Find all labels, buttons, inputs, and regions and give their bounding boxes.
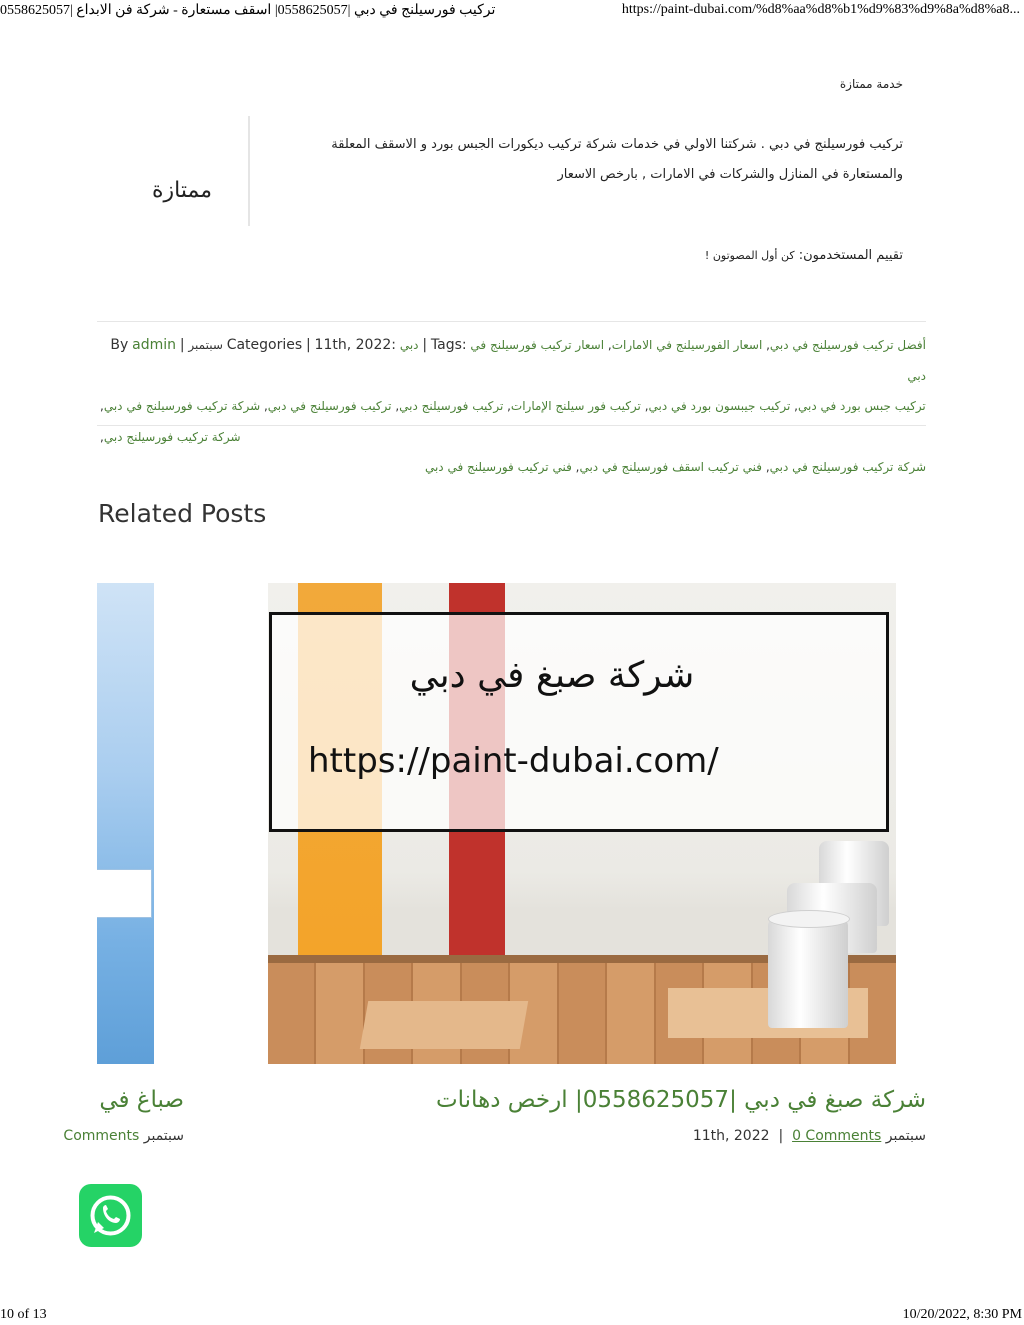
- service-description-line-1: تركيب فورسيلنج في دبي . شركتنا الاولي في خدمات شركة تركيب ديكورات الجبس بورد و الاسقف المعلقة: [331, 137, 903, 152]
- tag-link[interactable]: تركيب فورسيلنج في دبي: [267, 399, 392, 413]
- meta-separator: |: [306, 337, 311, 353]
- related-post-title-partial[interactable]: صباغ في: [99, 1087, 184, 1113]
- meta-separator: |: [422, 337, 428, 353]
- meta-separator: |: [778, 1128, 784, 1144]
- service-description: [283, 130, 903, 190]
- post-date: 11th, 2022: [692, 1128, 770, 1144]
- comments-link[interactable]: Comments: [63, 1128, 140, 1144]
- print-page-number: 10 of 13: [0, 1307, 47, 1322]
- image-overlay-tab: [97, 869, 152, 918]
- banner-arabic-text: شركة صبغ في دبي: [409, 655, 695, 696]
- quote-word: ممتازة: [152, 178, 212, 203]
- print-page-title: تركيب فورسيلنج في دبي |0558625057| اسقف مستعارة - شركة فن الابداع |0558625057: [0, 3, 496, 18]
- tag-link[interactable]: تركيب فور سيلنج الإمارات: [510, 399, 641, 413]
- date-day-year: 11th, 2022:: [314, 337, 396, 353]
- tag-link[interactable]: تركيب جيبسون بورد في دبي: [648, 399, 791, 413]
- related-post-title[interactable]: شركة صبغ في دبي |0558625057| ارخص دهانات: [436, 1087, 926, 1113]
- user-rating: [705, 248, 903, 263]
- tag-link[interactable]: تركيب جبس بورد في دبي: [798, 399, 926, 413]
- meta-divider-bottom: [97, 425, 926, 426]
- related-post-meta: [693, 1128, 926, 1144]
- post-month: سبتمبر: [885, 1128, 926, 1144]
- tag-link[interactable]: شركة تركيب فورسيلنج في دبي: [103, 399, 261, 413]
- tag-link[interactable]: أفضل تركيب فورسيلنج في دبي: [769, 338, 926, 352]
- print-timestamp: 10/20/2022, 8:30 PM: [902, 1307, 1022, 1322]
- related-post-image[interactable]: [268, 583, 896, 1064]
- whatsapp-button[interactable]: [79, 1184, 142, 1247]
- tag-link[interactable]: شركة تركيب فورسيلنج في دبي: [769, 460, 926, 474]
- tag-link[interactable]: تركيب فورسيلنج دبي: [399, 399, 504, 413]
- service-title: خدمة ممتازة: [839, 77, 903, 91]
- whatsapp-icon: [79, 1184, 142, 1247]
- date-month: سبتمبر: [188, 338, 223, 352]
- print-page-url: https://paint-dubai.com/%d8%aa%d8%b1%d9%83%d9%8a%d8%a8...: [621, 2, 1020, 17]
- tag-link[interactable]: فني تركيب اسقف فورسيلنج في دبي: [579, 460, 763, 474]
- by-label: By: [110, 337, 129, 353]
- related-post-image-partial[interactable]: [97, 583, 154, 1064]
- tag-link[interactable]: شركة تركيب فورسيلنج دبي: [103, 429, 241, 444]
- related-posts-heading: Related Posts: [98, 499, 267, 528]
- quote-divider: [248, 116, 250, 226]
- related-post-meta-partial: [63, 1128, 184, 1144]
- rating-label: تقييم المستخدمون:: [798, 248, 903, 263]
- floor-paper: [360, 1001, 528, 1049]
- author-link[interactable]: admin: [132, 337, 177, 353]
- paint-can-icon: [768, 918, 848, 1028]
- comments-link[interactable]: 0 Comments: [792, 1128, 882, 1144]
- tag-link[interactable]: اسعار الفورسيلنج في الامارات: [611, 338, 763, 352]
- banner-url-text: https://paint-dubai.com/: [308, 741, 719, 781]
- tag-link[interactable]: فني تركيب فورسيلنج في دبي: [424, 460, 572, 474]
- categories-label: Categories: [226, 337, 303, 353]
- category-link[interactable]: دبي: [399, 338, 419, 352]
- service-description-line-2: والمستعارة في المنازل والشركات في الامارات , بارخص الاسعار: [557, 167, 903, 182]
- post-meta: By admin | سبتمبر Categories | 11th, 2022: دبي | Tags: أفضل تركيب فورسيلنج في دبي, اسعار الفورسيلنج في الامارات, اسعار تركيب فورسيلنج في دبي تركيب جبس بورد في دبي, تركيب جيبسون بورد في دبي, تركيب فور سيلنج الإمارات, تركيب فورسيلنج دبي, تركيب فورسيلنج في دبي, شركة تركيب فورسيلنج في دبي, شركة تركيب فورسيلنج دبي, شركة تركيب فورسيلنج في دبي, فني تركيب اسقف فورسيلنج في دبي, فني تركيب فورسيلنج في دبي: [100, 337, 926, 474]
- tags-label: Tags:: [430, 337, 467, 353]
- meta-divider-top: [97, 321, 926, 322]
- post-month: سبتمبر: [143, 1128, 184, 1144]
- tag-link[interactable]: اسعار تركيب فورسيلنج في دبي: [470, 338, 926, 383]
- meta-separator: |: [179, 337, 185, 353]
- paint-can-lid-icon: [768, 910, 850, 928]
- rating-value[interactable]: كن أول المصوتون !: [704, 249, 795, 262]
- image-banner: [269, 612, 889, 832]
